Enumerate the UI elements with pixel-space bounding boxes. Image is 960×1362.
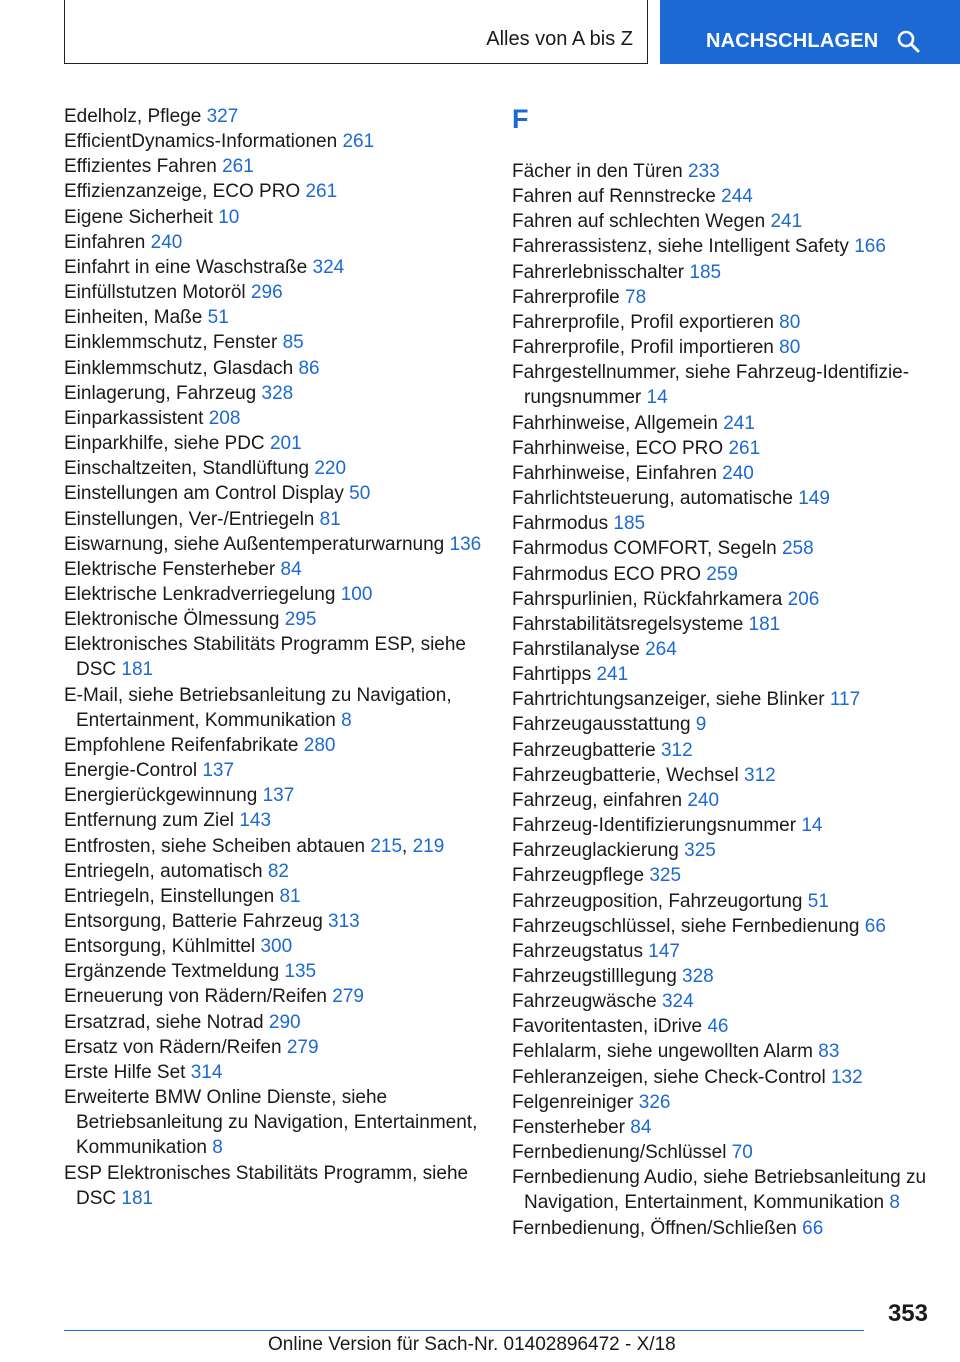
page-link[interactable]: 201 — [269, 433, 302, 455]
index-entry — [512, 587, 932, 612]
page-link[interactable]: 233 — [688, 161, 720, 182]
index-entry — [512, 863, 932, 888]
index-entry — [64, 909, 484, 934]
index-entry-text: Ersatz von Rädern/Reifen — [64, 1036, 282, 1058]
page-link[interactable]: 326 — [638, 1091, 671, 1113]
index-entry — [512, 486, 932, 511]
index-entry-text: Fahrzeugstatus — [512, 940, 643, 962]
header-section-box — [64, 0, 648, 64]
index-entry — [512, 964, 932, 989]
page-link[interactable]: 240 — [722, 462, 754, 484]
index-entry-text: Entsorgung, Batterie Fahrzeug — [64, 911, 323, 932]
index-entry — [64, 154, 484, 179]
page-link[interactable]: 324 — [312, 256, 345, 278]
index-entry-text: Fahrtipps — [512, 664, 592, 686]
index-entry — [64, 481, 484, 506]
page-link[interactable]: 132 — [830, 1066, 863, 1088]
page-link[interactable]: 261 — [728, 437, 761, 459]
page-link[interactable]: 136 — [449, 533, 482, 555]
index-entry — [512, 260, 932, 285]
search-icon — [896, 29, 920, 53]
page-link[interactable]: 50 — [349, 483, 371, 505]
page-number: 353 — [887, 1300, 928, 1327]
index-entry — [64, 934, 484, 959]
index-entry — [512, 310, 932, 335]
index-entry — [512, 1065, 932, 1090]
index-entry-text: Fehlalarm, siehe ungewollten Alarm — [512, 1041, 813, 1063]
nav-tab-label: NACHSCHLAGEN — [706, 30, 879, 52]
page-link[interactable]: 181 — [748, 613, 781, 635]
index-entry — [64, 255, 484, 280]
page-link[interactable]: 14 — [646, 387, 668, 409]
page-link[interactable]: 280 — [303, 734, 336, 756]
index-entry-text: Einparkassistent — [64, 407, 204, 429]
page-link[interactable]: 135 — [284, 961, 317, 983]
page-link[interactable]: 81 — [279, 885, 301, 907]
page-link[interactable]: 9 — [695, 714, 707, 736]
page-link[interactable]: 181 — [121, 659, 154, 681]
index-entry-text: EfficientDynamics-Informationen — [64, 131, 338, 153]
page-link[interactable]: 181 — [121, 1187, 154, 1209]
page-link[interactable]: 8 — [341, 709, 352, 731]
index-entry-text: Ergänzende Textmeldung — [64, 961, 280, 983]
page-link[interactable]: 147 — [648, 940, 680, 962]
index-entry — [512, 838, 932, 863]
index-entry-text: Fahrerprofile — [512, 286, 620, 308]
index-entry-text: Entriegeln, Einstellungen — [64, 885, 275, 907]
page-link[interactable]: 290 — [268, 1011, 301, 1033]
page-link[interactable]: 219 — [412, 835, 445, 857]
index-entry-text: Einfahrt in eine Waschstraße — [64, 256, 308, 278]
page-link[interactable]: 314 — [190, 1061, 223, 1083]
index-entry-text: Fahrspurlinien, Rückfahrkamera — [512, 588, 783, 610]
index-entry — [64, 230, 484, 255]
index-entry-text: Entsorgung, Kühlmittel — [64, 936, 256, 958]
index-entry-text: Elektronische Ölmessung — [64, 609, 280, 631]
page-link[interactable]: 261 — [222, 156, 254, 178]
index-entry: Entfrosten, siehe Scheiben abtauen 215, 219 — [64, 835, 445, 857]
page-link[interactable]: 279 — [332, 986, 364, 1008]
index-entry — [64, 356, 484, 381]
index-entry-text: Fensterheber — [512, 1116, 626, 1138]
index-entry — [64, 1060, 484, 1085]
index-entry — [64, 532, 484, 557]
index-entry — [512, 1090, 932, 1115]
page-link[interactable]: 117 — [829, 689, 861, 711]
index-entry — [64, 1035, 484, 1060]
page-link[interactable]: 70 — [731, 1142, 753, 1164]
index-entry — [64, 683, 484, 733]
index-entry-text: Erste Hilfe Set — [64, 1061, 186, 1083]
index-entry — [512, 536, 932, 561]
page-link[interactable]: 312 — [660, 739, 693, 761]
index-entry — [512, 662, 932, 687]
index-entry-text: Fahrmodus ECO PRO — [512, 563, 701, 585]
index-entry — [64, 1161, 484, 1211]
page-link[interactable]: 258 — [781, 538, 814, 560]
page-link[interactable]: 8 — [889, 1192, 900, 1214]
index-entry-text: Fahrzeugausstattung — [512, 714, 691, 736]
index-entry — [64, 607, 484, 632]
index-entry — [512, 1165, 932, 1215]
index-entry-text: Fahrzeugbatterie — [512, 739, 656, 761]
nav-tab-nachschlagen[interactable] — [660, 0, 960, 64]
page-link[interactable]: 259 — [706, 563, 738, 585]
page-link[interactable]: 78 — [625, 286, 647, 308]
index-entry — [64, 632, 484, 682]
page-link[interactable]: 328 — [261, 382, 294, 404]
index-entry-text: Entfernung zum Ziel — [64, 810, 235, 832]
page-link[interactable]: 66 — [864, 915, 886, 937]
index-entry-text: Entriegeln, automatisch — [64, 860, 263, 882]
page-link[interactable]: 240 — [687, 789, 720, 811]
index-entry-text: Favoritentasten, iDrive — [512, 1016, 703, 1038]
page-link[interactable]: 327 — [206, 106, 239, 127]
index-entry-text: Fahrlichtsteuerung, automatische — [512, 488, 793, 510]
index-entry-text: Ersatzrad, siehe Notrad — [64, 1011, 264, 1033]
index-entry — [512, 360, 932, 410]
page-link[interactable]: 324 — [661, 991, 694, 1013]
page-link[interactable]: 208 — [208, 407, 241, 429]
page-link[interactable]: 100 — [340, 583, 373, 605]
page-link[interactable]: 313 — [328, 911, 360, 932]
page-link[interactable]: 137 — [262, 785, 295, 807]
index-entry-text: Fahrstabilitätsregelsysteme — [512, 613, 744, 635]
page-link[interactable]: 296 — [250, 282, 283, 304]
index-entry-text: Eigene Sicherheit — [64, 206, 213, 228]
index-entry-text: Einfüllstutzen Motoröl — [64, 282, 246, 304]
index-entry — [512, 687, 932, 712]
index-entry — [512, 889, 932, 914]
page-link[interactable]: 241 — [723, 412, 755, 434]
index-entry — [512, 813, 932, 838]
index-entry-text: Fahrzeugbatterie, Wechsel — [512, 764, 739, 786]
page-link[interactable]: 325 — [649, 865, 682, 887]
page-link[interactable]: 84 — [630, 1116, 652, 1138]
page-link[interactable]: 80 — [779, 311, 801, 333]
index-entry-text: Elektrische Lenkradverriegelung — [64, 583, 336, 605]
index-entry — [512, 159, 932, 184]
page-link[interactable]: 215 — [370, 835, 403, 857]
index-entry — [64, 884, 484, 909]
index-entry-text: Fahrtrichtungsanzeiger, siehe Blinker — [512, 689, 825, 711]
index-entry — [64, 1085, 484, 1160]
index-entry — [64, 959, 484, 984]
page-link[interactable]: 241 — [596, 664, 629, 686]
index-entry — [512, 1216, 932, 1241]
page-link[interactable]: 185 — [613, 513, 646, 535]
page-link[interactable]: 14 — [801, 815, 823, 837]
index-entry — [64, 733, 484, 758]
page-link[interactable]: 137 — [202, 760, 235, 782]
page-link[interactable]: 244 — [721, 186, 753, 208]
index-entry-text: Fahrerlebnisschalter — [512, 261, 685, 283]
index-entry — [64, 783, 484, 808]
index-entry-text: Fernbedienung, Öffnen/Schließen — [512, 1217, 797, 1239]
index-entry-text: Energierückgewinnung — [64, 785, 258, 807]
index-entry-text: Fahrhinweise, Einfahren — [512, 462, 717, 484]
page-link[interactable]: 81 — [319, 508, 341, 530]
index-entry-text: Fahrzeugposition, Fahrzeugortung — [512, 890, 803, 912]
index-entry-text: Fahrzeug-Identifizierungsnummer — [512, 815, 797, 837]
index-entry — [64, 381, 484, 406]
page-link[interactable]: 166 — [854, 236, 886, 258]
index-entry-text: Entfrosten, siehe Scheiben abtauen — [64, 835, 366, 857]
index-entry — [512, 562, 932, 587]
page-link[interactable]: 51 — [207, 307, 229, 329]
page-link[interactable]: 84 — [280, 558, 302, 580]
index-entry-text: Einheiten, Maße — [64, 307, 203, 329]
index-entry-text: Edelholz, Pflege — [64, 106, 202, 127]
page-link[interactable]: 51 — [807, 890, 829, 912]
index-entry-text: Eiswarnung, siehe Außentemperaturwarnung — [64, 533, 445, 555]
page-link[interactable]: 82 — [267, 860, 289, 882]
page-link[interactable]: 85 — [282, 332, 304, 354]
index-entry-text: Einschaltzeiten, Standlüftung — [64, 458, 310, 480]
index-entry — [512, 335, 932, 360]
page-link[interactable]: 143 — [239, 810, 272, 832]
page-link[interactable]: 264 — [645, 638, 677, 660]
page-link[interactable]: 279 — [286, 1036, 319, 1058]
index-entry-text: Effizienzanzeige, ECO PRO — [64, 181, 301, 203]
index-entry-text: Fahren auf schlechten Wegen — [512, 211, 766, 233]
page-link[interactable]: 240 — [150, 231, 183, 253]
index-column-left — [64, 104, 484, 1211]
index-entry-text: Einklemmschutz, Fenster — [64, 332, 278, 354]
index-entry — [512, 1014, 932, 1039]
index-entry — [64, 179, 484, 204]
index-entry-text: Fernbedienung Audio, siehe Betriebsanleitung zu Navigation, Entertainment, Kommunikation — [512, 1167, 927, 1214]
index-entry — [512, 209, 932, 234]
page-link[interactable]: 149 — [798, 488, 830, 510]
index-entry-text: Einfahren — [64, 231, 146, 253]
index-entry-text: Fahrerprofile, Profil importieren — [512, 337, 774, 359]
index-entry — [512, 763, 932, 788]
page-link[interactable]: 185 — [689, 261, 722, 283]
page-link[interactable]: 206 — [787, 588, 820, 610]
index-entry — [512, 1115, 932, 1140]
index-entry-text: Fahrhinweise, Allgemein — [512, 412, 718, 434]
index-entry — [64, 808, 484, 833]
index-entry-text: Fernbedienung/Schlüssel — [512, 1142, 727, 1164]
page-link[interactable]: 10 — [218, 206, 240, 228]
page-link[interactable]: 325 — [684, 840, 716, 862]
index-entry — [64, 129, 484, 154]
index-entry-text: Fahrhinweise, ECO PRO — [512, 437, 724, 459]
index-entry-text: Erweiterte BMW Online Dienste, siehe Betriebsanleitung zu Navigation, Entertainment, Kommunikation — [64, 1087, 478, 1159]
index-entry — [64, 406, 484, 431]
page-link[interactable]: 241 — [770, 211, 803, 233]
index-entry — [512, 738, 932, 763]
page-link[interactable]: 312 — [744, 764, 776, 786]
section-label: Alles von A bis Z — [486, 28, 633, 50]
index-entry-text: E-Mail, siehe Betriebsanleitung zu Navigation, Entertainment, Kommunikation — [64, 684, 452, 731]
index-entry-text: Einstellungen am Control Display — [64, 483, 344, 505]
footer-online-version: Online Version für Sach-Nr. 01402896472 - X/18 — [268, 1334, 676, 1355]
index-entry-text: Fahrzeugpflege — [512, 865, 645, 887]
page-link[interactable]: 261 — [342, 131, 375, 153]
index-entry-text: ESP Elektronisches Stabilitäts Programm, siehe DSC — [64, 1162, 469, 1209]
index-entry — [64, 557, 484, 582]
index-entry — [64, 104, 484, 129]
index-entry — [64, 205, 484, 230]
index-entry — [512, 914, 932, 939]
index-entry — [512, 637, 932, 662]
index-entry — [512, 788, 932, 813]
page-link[interactable]: 300 — [260, 936, 293, 958]
index-entry-text: Erneuerung von Rädern/Reifen — [64, 986, 328, 1008]
index-entry — [64, 507, 484, 532]
index-entry-text: Fahren auf Rennstrecke — [512, 186, 716, 208]
index-entry — [64, 758, 484, 783]
index-entry — [64, 582, 484, 607]
page-link[interactable]: 86 — [298, 357, 320, 379]
index-list-f — [512, 159, 932, 1241]
page-link[interactable]: 220 — [314, 458, 347, 480]
index-entry — [512, 411, 932, 436]
index-entry-text: Fahrzeugwäsche — [512, 991, 657, 1013]
index-entry-text: Fahrerprofile, Profil exportieren — [512, 311, 774, 333]
index-entry-text: Fehleranzeigen, siehe Check-Control — [512, 1066, 826, 1088]
index-entry — [64, 280, 484, 305]
page-link[interactable]: 261 — [305, 181, 338, 203]
index-entry — [512, 1140, 932, 1165]
page-link[interactable]: 328 — [682, 966, 714, 987]
index-entry — [512, 1039, 932, 1064]
page-link[interactable]: 8 — [212, 1137, 223, 1159]
index-entry — [512, 939, 932, 964]
index-entry — [512, 285, 932, 310]
index-entry-text: Einlagerung, Fahrzeug — [64, 382, 257, 404]
index-entry-text: Einklemmschutz, Glasdach — [64, 357, 294, 379]
page-link[interactable]: 83 — [818, 1041, 840, 1063]
page-link[interactable]: 295 — [284, 609, 317, 631]
page-link[interactable]: 46 — [707, 1016, 729, 1038]
index-entry — [64, 984, 484, 1009]
index-entry — [64, 456, 484, 481]
footer-divider — [64, 1330, 864, 1331]
index-entry — [512, 436, 932, 461]
index-entry-text: Fahrerassistenz, siehe Intelligent Safety — [512, 236, 849, 258]
index-entry-text: Energie-Control — [64, 760, 198, 782]
index-entry — [512, 511, 932, 536]
index-column-right — [512, 104, 932, 1241]
index-entry-text: Fahrzeugschlüssel, siehe Fernbedienung — [512, 915, 860, 937]
index-entry — [64, 330, 484, 355]
index-entry-text: Einparkhilfe, siehe PDC — [64, 433, 265, 455]
index-entry-text: Elektrische Fensterheber — [64, 558, 276, 580]
index-entry — [64, 305, 484, 330]
index-entry — [512, 461, 932, 486]
index-entry-text: Fahrmodus — [512, 513, 609, 535]
index-entry-text: Fächer in den Türen — [512, 161, 683, 182]
index-entry — [512, 989, 932, 1014]
index-entry-text: Felgenreiniger — [512, 1091, 634, 1113]
index-entry — [512, 184, 932, 209]
index-entry-text: Fahrzeugstilllegung — [512, 966, 677, 987]
index-entry-text: Empfohlene Reifenfabrikate — [64, 734, 299, 756]
index-entry-text: Fahrzeuglackierung — [512, 840, 679, 862]
index-entry — [64, 859, 484, 884]
page-link[interactable]: 66 — [802, 1217, 824, 1239]
index-entry-text: Einstellungen, Ver-/Entriegeln — [64, 508, 315, 530]
index-entry-text: Effizientes Fahren — [64, 156, 217, 178]
index-entry-text: Fahrgestellnummer, siehe Fahrzeug-Identifizierungsnummer — [512, 362, 910, 409]
index-entry-text: Fahrzeug, einfahren — [512, 789, 683, 811]
page-link[interactable]: 80 — [779, 337, 801, 359]
index-entry-text: Fahrstilanalyse — [512, 638, 640, 660]
index-entry-text: Fahrmodus COMFORT, Segeln — [512, 538, 777, 560]
index-entry-text: Elektronisches Stabilitäts Programm ESP, siehe DSC — [64, 634, 466, 681]
index-entry — [512, 612, 932, 637]
index-entry — [512, 234, 932, 259]
index-entry — [512, 712, 932, 737]
letter-heading: F — [512, 104, 529, 134]
index-entry — [64, 431, 484, 456]
index-entry — [64, 1010, 484, 1035]
